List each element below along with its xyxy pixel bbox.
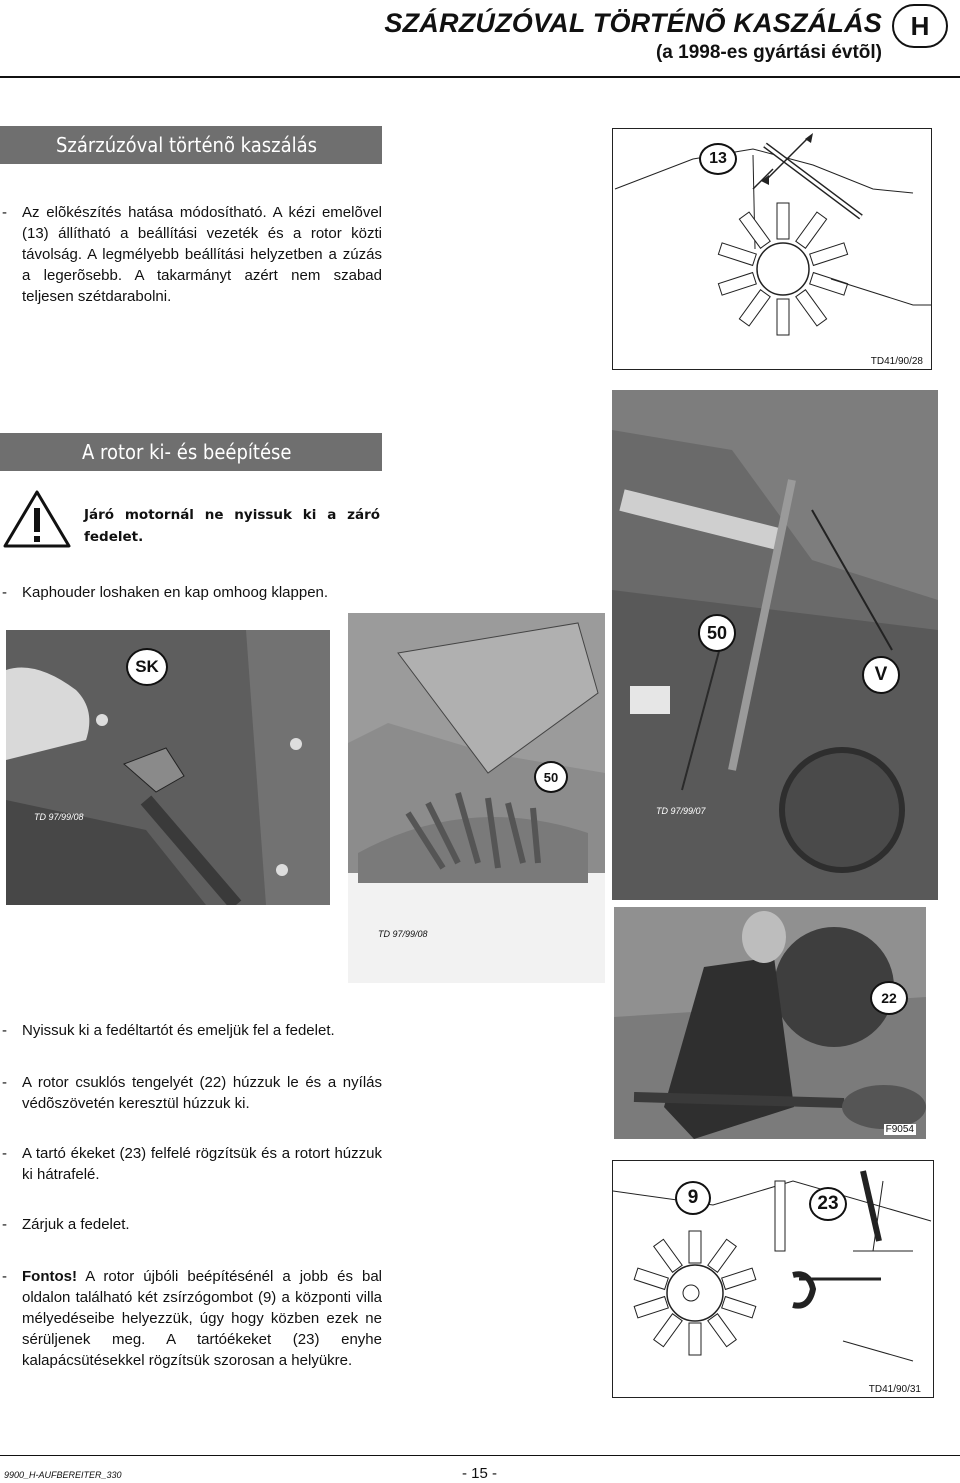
bullet-dash: - — [2, 204, 7, 221]
callout-9: 9 — [675, 1181, 711, 1215]
section-letter-badge: H — [892, 4, 948, 48]
bullet-dash: - — [2, 1145, 7, 1162]
figure-rotor-adjustment — [612, 128, 932, 370]
machine-photo-icon — [612, 390, 938, 900]
bullet-dash: - — [2, 584, 7, 601]
footer-rule — [0, 1455, 960, 1456]
header-rule — [0, 76, 960, 78]
step-open-hood — [0, 1020, 382, 1042]
section-heading-mowing — [0, 126, 382, 164]
step-text: A rotor csuklós tengelyét (22) húzzuk le és a nyílás védõszövetén keresztül húzzuk ki. — [22, 1074, 382, 1112]
page-title: SZÁRZÚZÓVAL TÖRTÉNÕ KASZÁLÁS — [384, 8, 882, 38]
important-label: Fontos! — [22, 1268, 77, 1285]
step-close-hood — [0, 1214, 382, 1236]
page-subtitle: (a 1998-es gyártási évtõl) — [655, 42, 882, 63]
important-note — [0, 1266, 382, 1374]
bullet-dash: - — [2, 1216, 7, 1233]
photo-hood-latch — [6, 630, 330, 905]
rotor-refit-drawing-icon — [613, 1161, 933, 1397]
callout-13: 13 — [699, 143, 737, 175]
callout-v: V — [862, 656, 900, 694]
important-text: A rotor újbóli beépítésénél a jobb és bal oldalon található két zsírzógombot (9) a központi villa mélyedéseibe helyezzük, úgy hogy közben ezek ne sérüljenek meg. A tartóékeket (23) enyhe kalapácsütésekkel rögzítsük szorosan a helyükre. — [22, 1268, 382, 1369]
pulling-shaft-photo-icon — [614, 907, 926, 1139]
rotor-drawing-icon — [613, 129, 931, 369]
photo-pulling-shaft — [614, 907, 926, 1139]
section-heading-text: A rotor ki- és beépítése — [82, 440, 292, 464]
callout-50: 50 — [698, 614, 736, 652]
photo-rotor-open — [348, 613, 605, 983]
footer-doc-code: 9900_H-AUFBEREITER_330 — [4, 1470, 122, 1480]
hood-latch-photo-icon — [6, 630, 330, 905]
step-text: Zárjuk a fedelet. — [22, 1216, 130, 1233]
rotor-open-photo-icon — [348, 613, 605, 983]
bullet-dash: - — [2, 1022, 7, 1039]
step-pull-shaft — [0, 1072, 382, 1116]
callout-22: 22 — [870, 981, 908, 1015]
photo-label-f9054: F9054 — [885, 1124, 914, 1135]
step-text: A tartó ékeket (23) felfelé rögzítsük és a rotort húzzuk ki hátrafelé. — [22, 1145, 382, 1183]
section-heading-rotor — [0, 433, 382, 471]
step-text: Nyissuk ki a fedéltartót és emeljük fel a fedelet. — [22, 1022, 335, 1039]
paragraph-adjustment — [0, 202, 382, 312]
figure-label-td41-90-28: TD41/90/28 — [870, 356, 923, 367]
step-hood-latch — [0, 582, 382, 604]
step-text: Kaphouder loshaken en kap omhoog klappen. — [22, 584, 329, 601]
callout-50-middle: 50 — [534, 761, 568, 793]
paragraph-text: Az elõkészítés hatása módosítható. A kézi emelõvel (13) állítható a beállítási vezeték és a rotor közti távolság. A legmélyebb beállítási helyzetben a zúzás a legerõsebb. A takarmányt azért nem szabad teljesen szétdarabolni. — [22, 204, 382, 305]
bullet-dash: - — [2, 1268, 7, 1285]
figure-rotor-refit — [612, 1160, 934, 1398]
section-heading-text: Szárzúzóval történõ kaszálás — [56, 133, 318, 157]
photo-machine-side — [612, 390, 938, 900]
callout-sk: SK — [126, 648, 168, 686]
bullet-dash: - — [2, 1074, 7, 1091]
photo-label-td97-99-08: TD 97/99/08 — [34, 812, 84, 822]
warning-triangle-icon — [2, 488, 72, 550]
figure-label-td41-90-31: TD41/90/31 — [868, 1384, 921, 1395]
important-text-block — [22, 1266, 382, 1371]
footer-page-number: - 15 - — [462, 1465, 498, 1482]
callout-23: 23 — [809, 1187, 847, 1221]
warning-text: Járó motornál ne nyissuk ki a záró fedelet. — [84, 507, 380, 545]
photo-label-td97-99-07: TD 97/99/07 — [656, 806, 706, 816]
photo-label-td97-99-08-middle: TD 97/99/08 — [378, 929, 428, 939]
step-wedges — [0, 1143, 382, 1187]
